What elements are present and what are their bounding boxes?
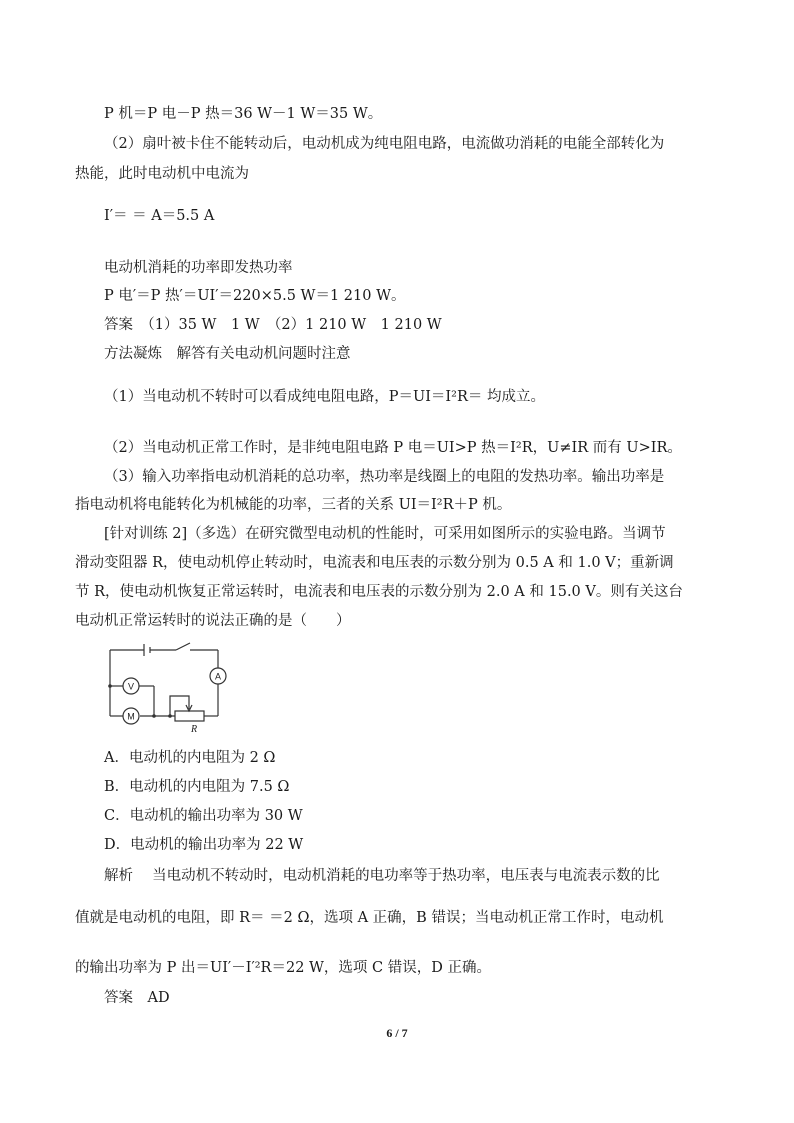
text-line: 滑动变阻器 R，使电动机停止转动时，电流表和电压表的示数分别为 0.5 A 和 1.0 V；重新调 xyxy=(75,555,674,571)
text-line: 答案 （1）35 W 1 W （2）1 210 W 1 210 W xyxy=(104,317,442,333)
text-line: P 机＝P 电－P 热＝36 W－1 W＝35 W。 xyxy=(104,106,383,122)
text-line: 电动机消耗的功率即发热功率 xyxy=(104,260,293,276)
rheostat-icon xyxy=(175,711,204,721)
text-line: （2）当电动机正常工作时，是非纯电阻电路 P 电＝UI>P 热＝I²R，U≠IR 而有 U>IR。 xyxy=(104,440,682,456)
circuit-diagram xyxy=(100,640,240,735)
text-line: 电动机正常运转时的说法正确的是（ ） xyxy=(75,613,351,629)
voltmeter-label: V xyxy=(127,681,135,692)
text-line: 节 R，使电动机恢复正常运转时，电流表和电压表的示数分别为 2.0 A 和 15.0 V。则有关这台 xyxy=(75,584,683,600)
text-line: 的输出功率为 P 出＝UI′－I′²R＝22 W，选项 C 错误，D 正确。 xyxy=(75,960,491,976)
text-line: I′＝ ＝ A＝5.5 A xyxy=(104,208,215,224)
switch-icon xyxy=(176,643,190,650)
text-line: 热能，此时电动机中电流为 xyxy=(75,166,249,182)
text-line: 答案 AD xyxy=(104,990,170,1006)
text-line: （1）当电动机不转时可以看成纯电阻电路，P＝UI＝I²R＝ 均成立。 xyxy=(104,389,545,405)
rheostat-label: R xyxy=(190,724,198,735)
text-line: P 电′＝P 热′＝UI′＝220×5.5 W＝1 210 W。 xyxy=(104,288,406,304)
option-b: B．电动机的内电阻为 7.5 Ω xyxy=(104,779,290,795)
page-number: 6 / 7 xyxy=(386,1026,408,1040)
text-line: [针对训练 2]（多选）在研究微型电动机的性能时，可采用如图所示的实验电路。当调节 xyxy=(104,526,666,542)
text-line: （2）扇叶被卡住不能转动后，电动机成为纯电阻电路，电流做功消耗的电能全部转化为 xyxy=(104,136,665,152)
option-a: A．电动机的内电阻为 2 Ω xyxy=(104,750,276,766)
text-line: 指电动机将电能转化为机械能的功率，三者的关系 UI＝I²R＋P 机。 xyxy=(75,497,512,513)
motor-label: M xyxy=(127,711,135,722)
option-c: C．电动机的输出功率为 30 W xyxy=(104,808,303,824)
text-line: 值就是电动机的电阻，即 R＝ ＝2 Ω，选项 A 正确，B 错误；当电动机正常工作时，电动机 xyxy=(75,910,664,926)
text-line: （3）输入功率指电动机消耗的总功率，热功率是线圈上的电阻的发热功率。输出功率是 xyxy=(104,469,665,485)
text-line: 解析 当电动机不转动时，电动机消耗的电功率等于热功率，电压表与电流表示数的比 xyxy=(104,868,660,884)
ammeter-label: A xyxy=(214,671,222,682)
option-d: D．电动机的输出功率为 22 W xyxy=(104,837,304,853)
text-line: 方法凝炼 解答有关电动机问题时注意 xyxy=(104,346,351,362)
